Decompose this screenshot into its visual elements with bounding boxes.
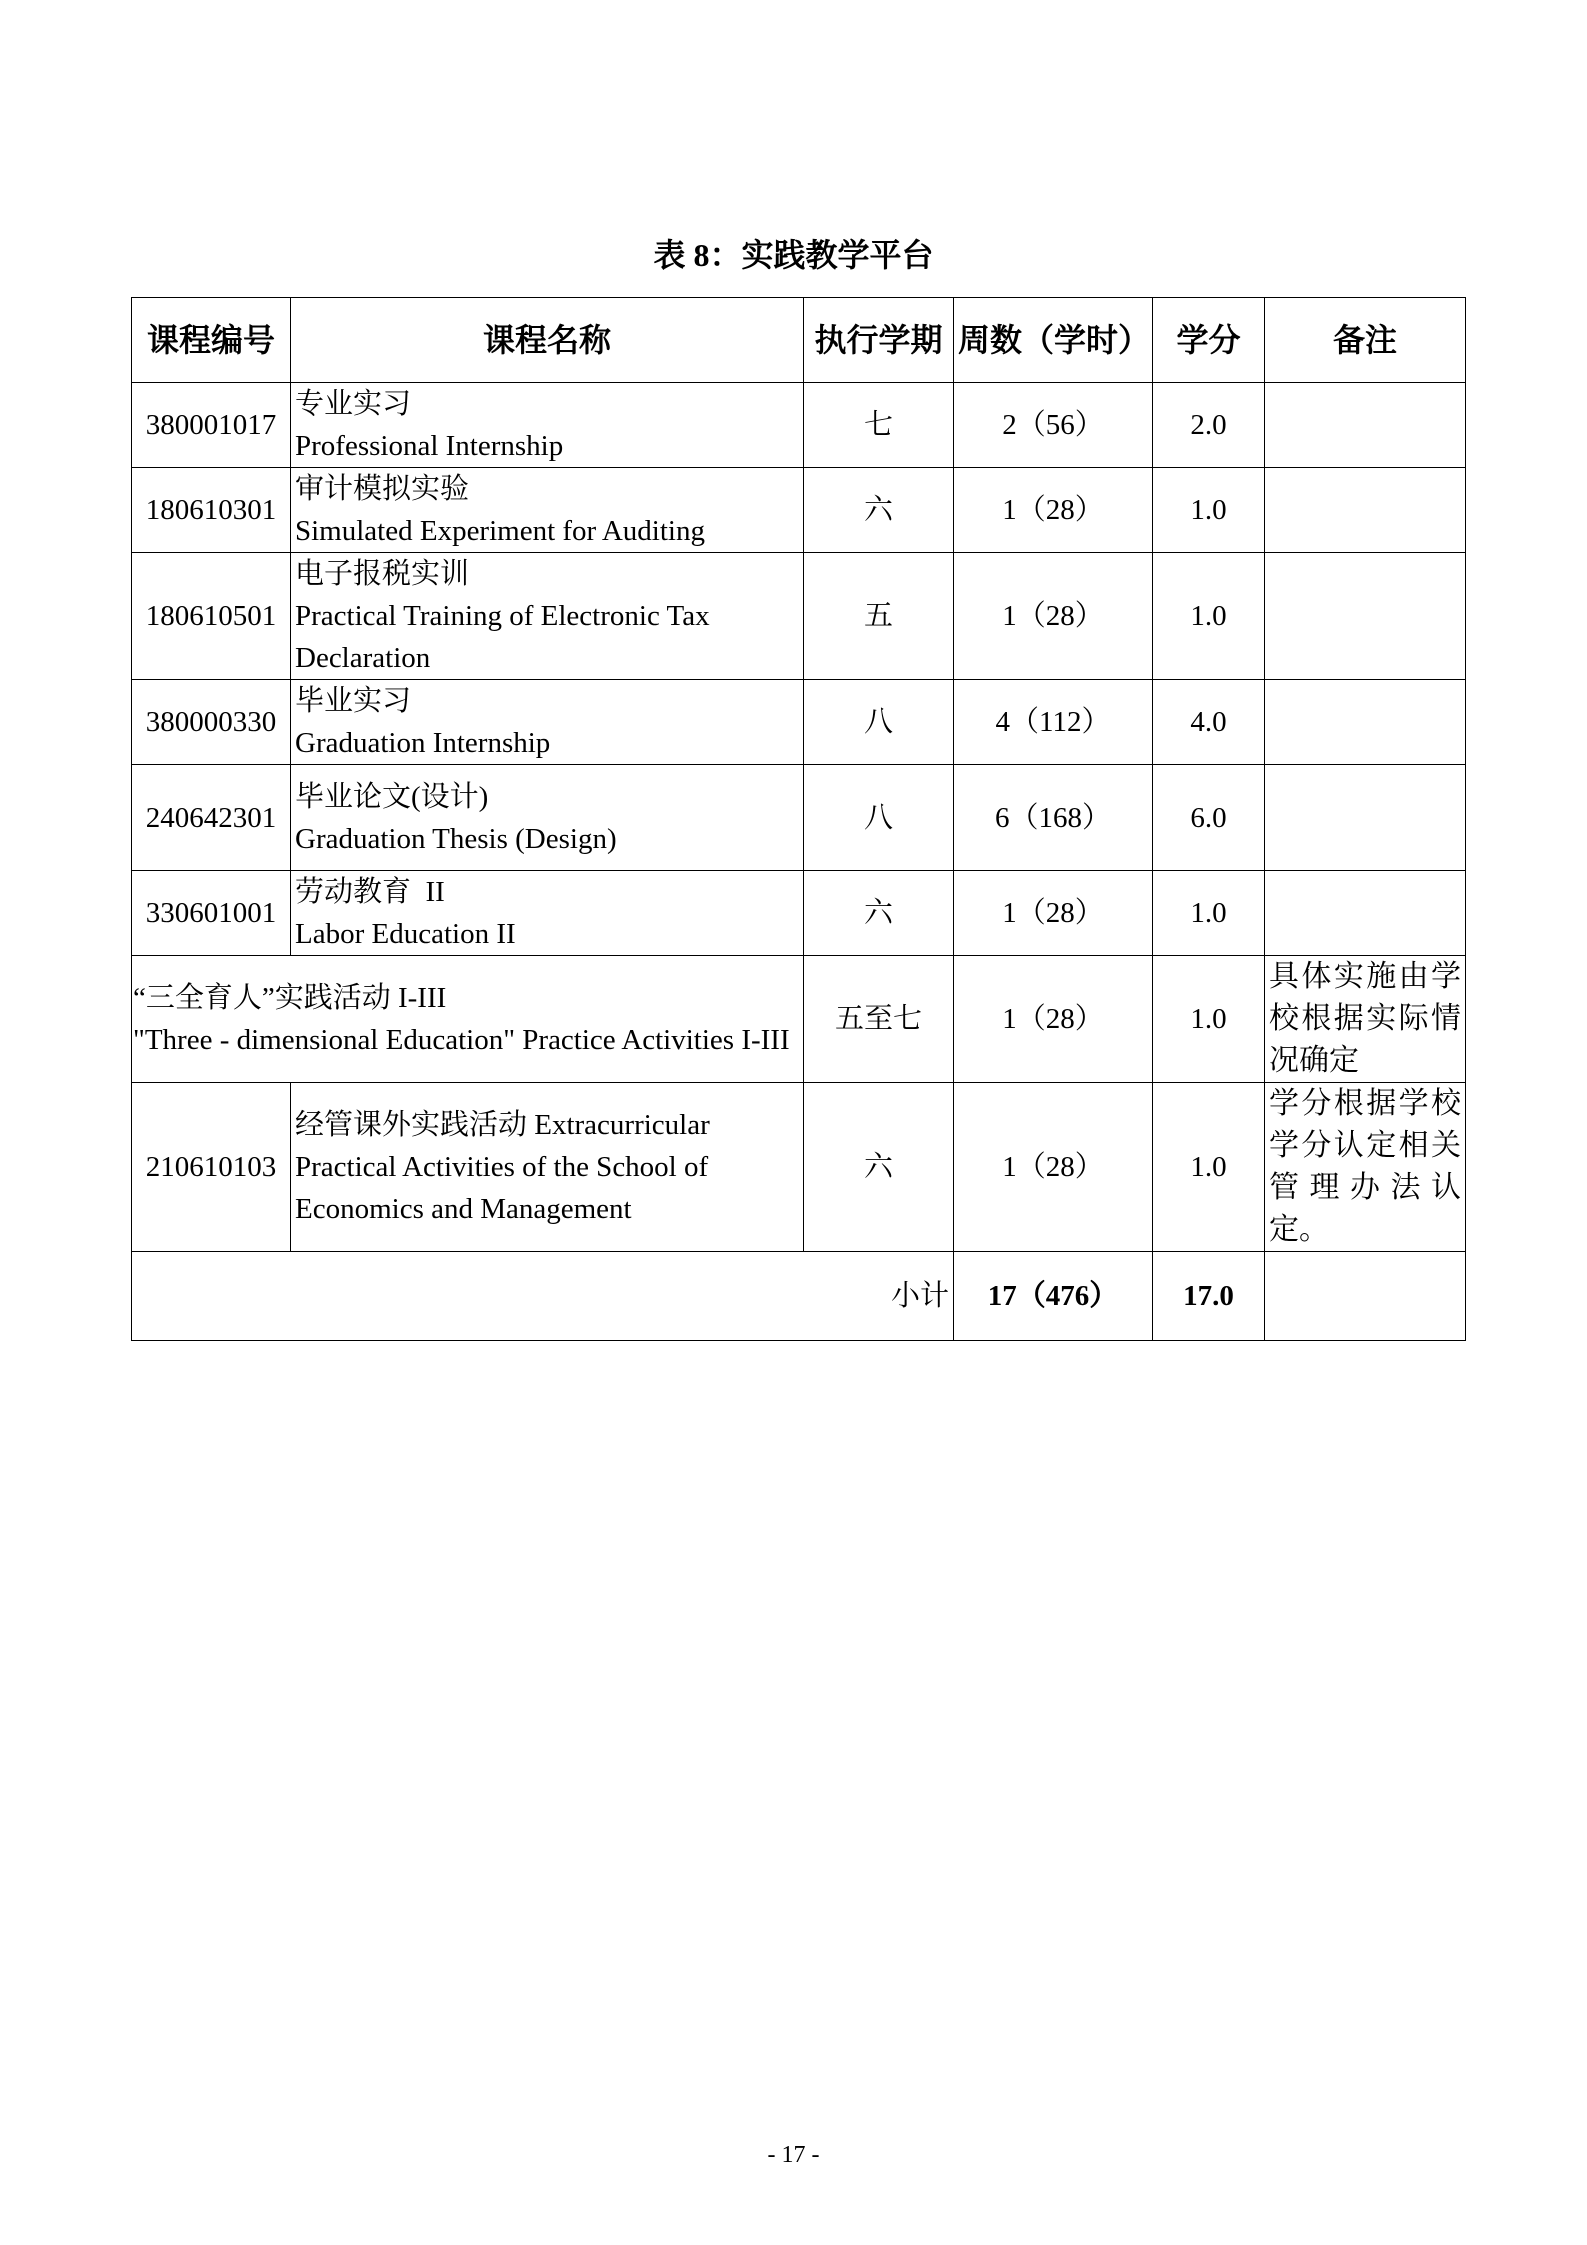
course-name-en: Graduation Thesis (Design) — [295, 822, 617, 855]
course-name-cn: 专业实习 — [295, 388, 412, 420]
course-name-cn: 劳动教育 II — [295, 876, 445, 908]
course-note — [1265, 871, 1466, 956]
course-semester: 七 — [804, 383, 954, 468]
course-credits: 1.0 — [1153, 871, 1265, 956]
table-row — [132, 553, 1466, 680]
course-note — [1265, 553, 1466, 680]
table-row — [132, 871, 1466, 956]
table-row — [132, 1083, 1466, 1252]
course-code: 380000330 — [132, 680, 291, 765]
subtotal-row — [132, 1252, 1466, 1341]
table-row — [132, 468, 1466, 553]
course-name-en: Graduation Internship — [295, 727, 551, 759]
course-semester: 六 — [804, 1083, 954, 1252]
course-credits: 6.0 — [1153, 765, 1265, 871]
course-code: 210610103 — [132, 1083, 291, 1252]
course-weeks: 4（112） — [954, 680, 1153, 765]
page-number: - 17 - — [767, 2142, 820, 2168]
table-row — [132, 765, 1466, 871]
course-name — [291, 383, 804, 468]
course-name — [291, 468, 804, 553]
course-name-en: "Three - dimensional Education" Practice Activities I-III — [133, 1024, 790, 1056]
course-name-cn: 毕业论文(设计) — [295, 780, 489, 813]
course-weeks: 1（28） — [954, 468, 1153, 553]
header-notes: 备注 — [1265, 298, 1466, 383]
course-name-en: Practical Training of Electronic Tax Declaration — [295, 600, 710, 674]
course-name-en: Labor Education II — [295, 918, 516, 950]
course-semester: 五至七 — [804, 956, 954, 1083]
course-weeks: 1（28） — [954, 871, 1153, 956]
subtotal-weeks: 17（476） — [954, 1252, 1153, 1341]
course-name-en: Practical Activities of the School of Economics and Management — [295, 1151, 709, 1225]
practice-course-table — [131, 297, 1466, 1341]
course-note — [1265, 680, 1466, 765]
course-name-cn: 经管课外实践活动 Extracurricular — [295, 1109, 710, 1141]
course-name — [132, 956, 804, 1083]
course-code: 330601001 — [132, 871, 291, 956]
course-credits: 1.0 — [1153, 956, 1265, 1083]
course-name — [291, 680, 804, 765]
table-row — [132, 680, 1466, 765]
course-semester: 六 — [804, 871, 954, 956]
course-credits: 4.0 — [1153, 680, 1265, 765]
header-weeks-hours: 周数（学时） — [954, 298, 1153, 383]
header-credits: 学分 — [1153, 298, 1265, 383]
course-credits: 1.0 — [1153, 1083, 1265, 1252]
subtotal-label: 小计 — [132, 1252, 954, 1341]
subtotal-credits: 17.0 — [1153, 1252, 1265, 1341]
course-name — [291, 1083, 804, 1252]
course-name-cn: 审计模拟实验 — [295, 473, 470, 505]
course-note: 具体实施由学校根据实际情况确定 — [1265, 956, 1466, 1083]
course-weeks: 1（28） — [954, 553, 1153, 680]
header-course-code: 课程编号 — [132, 298, 291, 383]
course-note — [1265, 383, 1466, 468]
header-course-name: 课程名称 — [291, 298, 804, 383]
course-note: 学分根据学校学分认定相关管理办法认定。 — [1265, 1083, 1466, 1252]
course-name-cn: “三全育人”实践活动 I-III — [133, 982, 447, 1014]
course-name-cn: 电子报税实训 — [295, 558, 470, 590]
course-name — [291, 765, 804, 871]
course-code: 380001017 — [132, 383, 291, 468]
course-credits: 1.0 — [1153, 553, 1265, 680]
course-name — [291, 871, 804, 956]
table-title: 表 8：实践教学平台 — [653, 237, 934, 273]
course-code: 180610501 — [132, 553, 291, 680]
course-note — [1265, 765, 1466, 871]
course-name-en: Professional Internship — [295, 430, 564, 462]
course-semester: 八 — [804, 680, 954, 765]
course-weeks: 6（168） — [954, 765, 1153, 871]
course-weeks: 1（28） — [954, 1083, 1153, 1252]
header-semester: 执行学期 — [804, 298, 954, 383]
course-name-cn: 毕业实习 — [295, 685, 412, 717]
course-weeks: 2（56） — [954, 383, 1153, 468]
course-semester: 八 — [804, 765, 954, 871]
course-credits: 2.0 — [1153, 383, 1265, 468]
table-row — [132, 383, 1466, 468]
course-code: 180610301 — [132, 468, 291, 553]
table-header-row — [132, 298, 1466, 383]
course-semester: 六 — [804, 468, 954, 553]
course-credits: 1.0 — [1153, 468, 1265, 553]
course-code: 240642301 — [132, 765, 291, 871]
course-note — [1265, 468, 1466, 553]
course-weeks: 1（28） — [954, 956, 1153, 1083]
table-row — [132, 956, 1466, 1083]
course-name — [291, 553, 804, 680]
subtotal-note — [1265, 1252, 1466, 1341]
course-semester: 五 — [804, 553, 954, 680]
course-name-en: Simulated Experiment for Auditing — [295, 515, 705, 547]
